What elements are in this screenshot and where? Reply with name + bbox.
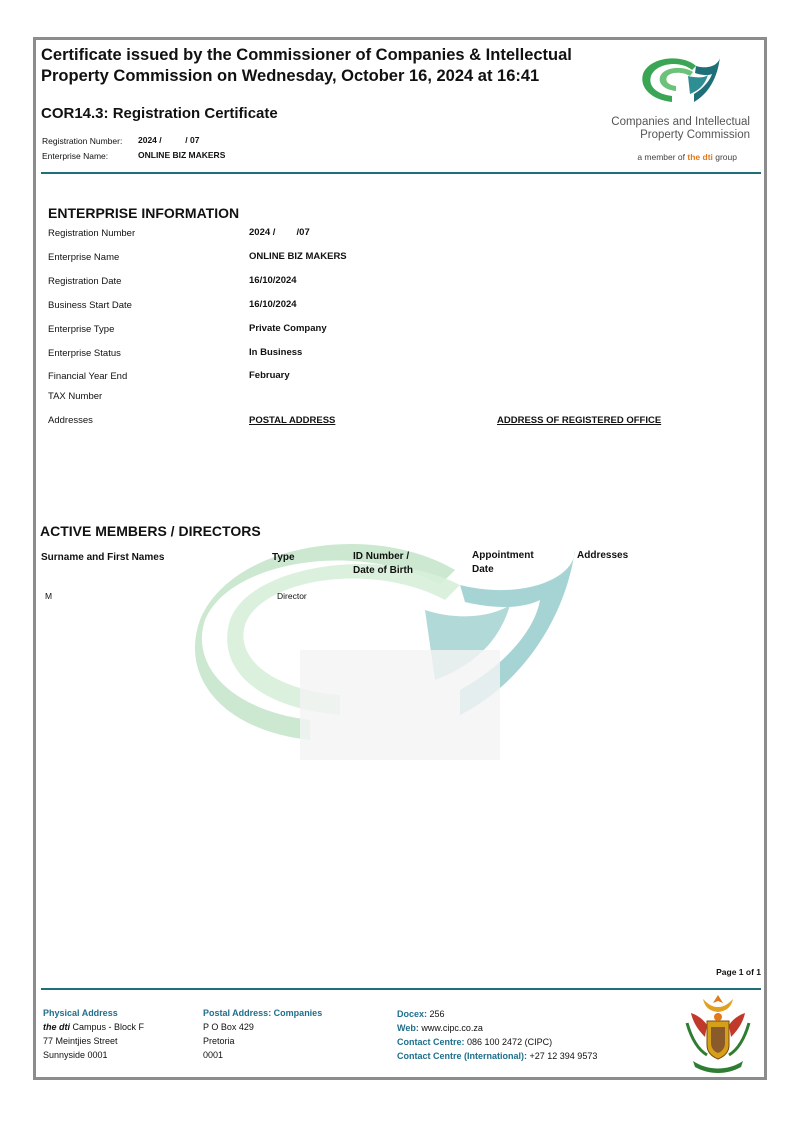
dti-campus-brand: the dti [43, 1022, 70, 1032]
postal-address-block [203, 1006, 322, 1062]
dti-brand: the dti [687, 152, 713, 162]
postal-address-heading: POSTAL ADDRESS [249, 415, 336, 426]
header-divider [41, 172, 761, 174]
enterprise-name-label: Enterprise Name: [42, 151, 109, 161]
coat-of-arms-icon [683, 993, 753, 1077]
certificate-title-line2: Property Commission on Wednesday, October 16, 2024 at 16:41 [41, 67, 540, 85]
contact-centre-phone: 086 100 2472 (CIPC) [464, 1037, 553, 1047]
postal-address-heading-footer: Postal Address: Companies [203, 1008, 323, 1018]
enterprise-info-heading: ENTERPRISE INFORMATION [48, 205, 240, 221]
enterprise-row-label: Registration Date [48, 276, 122, 287]
enterprise-name-value: ONLINE BIZ MAKERS [138, 150, 226, 160]
member-name: M [45, 591, 53, 601]
col-type: Type [272, 552, 295, 563]
footer-divider [41, 988, 761, 990]
docex-value: 256 [427, 1009, 445, 1019]
enterprise-row-label: Enterprise Type [48, 324, 115, 335]
enterprise-row-value: In Business [249, 347, 303, 358]
enterprise-row-label: Enterprise Name [48, 252, 120, 263]
postal-code: 0001 [203, 1050, 224, 1060]
postal-box: P O Box 429 [203, 1022, 254, 1032]
reg-number-value: 2024 / / 07 [138, 135, 200, 145]
col-id-line1: ID Number / [353, 551, 410, 562]
contact-centre-intl-phone: +27 12 394 9573 [527, 1051, 598, 1061]
col-addresses: Addresses [577, 550, 629, 561]
physical-address-street: 77 Meintjies Street [43, 1036, 118, 1046]
enterprise-row-label: Business Start Date [48, 300, 132, 311]
member-type: Director [277, 591, 307, 601]
enterprise-row-value: Private Company [249, 323, 327, 334]
certificate-title-line1: Certificate issued by the Commissioner of Companies & Intellectual [41, 46, 572, 64]
col-name: Surname and First Names [41, 552, 165, 563]
enterprise-row-value: February [249, 370, 290, 381]
enterprise-row-label: TAX Number [48, 391, 103, 402]
reg-number-label: Registration Number: [42, 136, 123, 146]
physical-address-heading: Physical Address [43, 1008, 118, 1018]
col-id-line2: Date of Birth [353, 565, 413, 576]
document-title: COR14.3: Registration Certificate [41, 105, 278, 122]
enterprise-row-label: Financial Year End [48, 371, 128, 382]
enterprise-row-value: 16/10/2024 [249, 299, 297, 310]
cipc-name-line1: Companies and Intellectual [611, 116, 750, 128]
members-heading: ACTIVE MEMBERS / DIRECTORS [40, 523, 261, 539]
col-appointment-line2: Date [472, 564, 494, 575]
member-of-group: a member of the dti group [637, 152, 737, 162]
enterprise-row-label: Addresses [48, 415, 93, 426]
web-link[interactable]: www.cipc.co.za [418, 1023, 483, 1033]
cipc-name-line2: Property Commission [640, 129, 750, 141]
cipc-logo-icon [638, 48, 726, 110]
page-number: Page 1 of 1 [716, 967, 761, 977]
enterprise-row-label: Enterprise Status [48, 348, 121, 359]
physical-address-suburb: Sunnyside 0001 [43, 1050, 108, 1060]
postal-city: Pretoria [203, 1036, 235, 1046]
enterprise-row-label: Registration Number [48, 228, 136, 239]
enterprise-row-value: 16/10/2024 [249, 275, 297, 286]
physical-address-block: Physical Address the dti Campus - Block F 77 Meintjies Street Sunnyside 0001 [43, 1008, 145, 1060]
enterprise-row-value: ONLINE BIZ MAKERS [249, 251, 347, 262]
col-appointment-line1: Appointment [472, 550, 534, 561]
contact-block: Docex: 256 Web: www.cipc.co.za Contact Centre: 086 100 2472 (CIPC) Contact Centre (International): +27 12 394 9573 [397, 1009, 598, 1061]
enterprise-row-value: 2024 / /07 [249, 227, 310, 238]
registered-office-heading: ADDRESS OF REGISTERED OFFICE [497, 415, 662, 426]
